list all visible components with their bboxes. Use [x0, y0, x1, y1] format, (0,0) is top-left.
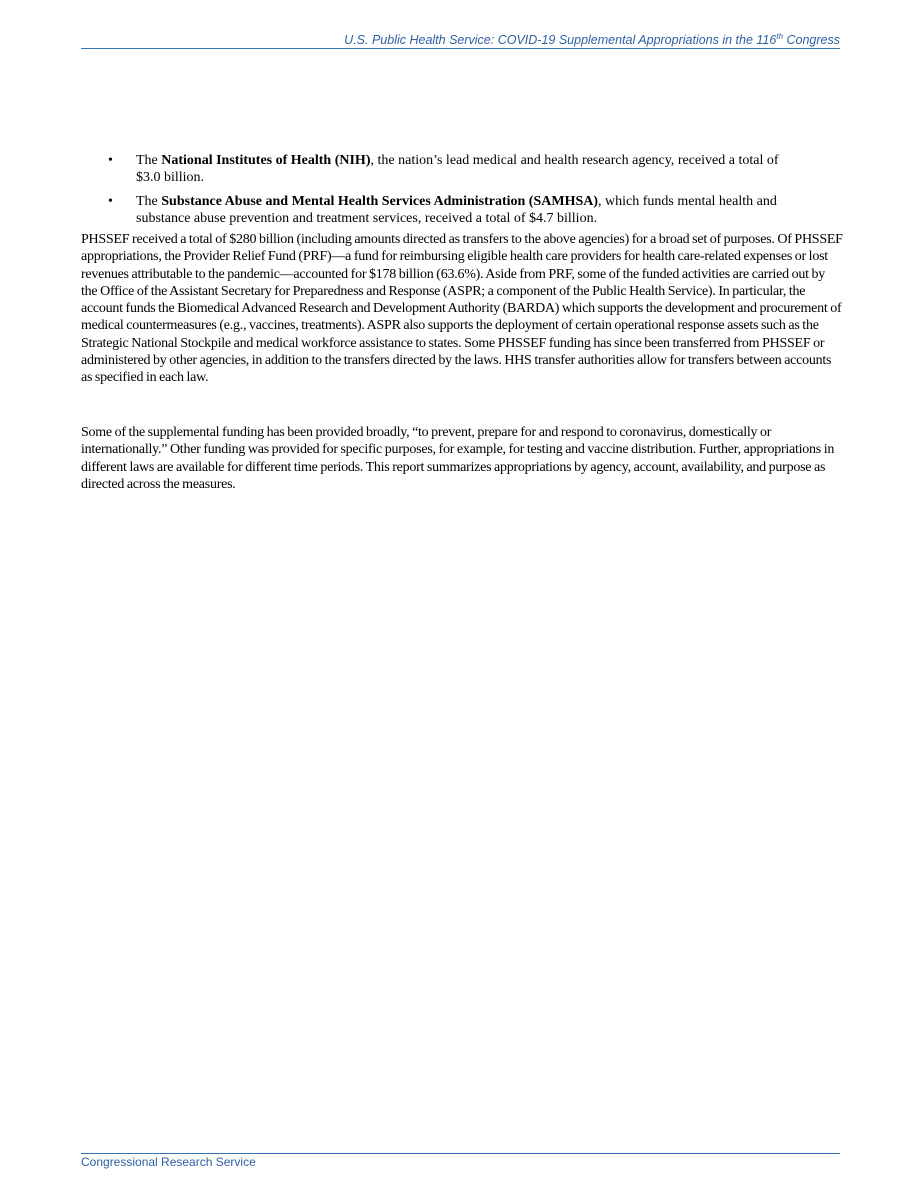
bullet-text: , the nation’s lead medical and health research agency, received a total of $3.0 billion. — [136, 153, 779, 185]
header-divider — [81, 48, 840, 49]
running-header-title — [81, 32, 840, 48]
supplemental-funding-paragraph: Some of the supplemental funding has been provided broadly, “to prevent, prepare for and respond to coronavirus, domestically or internationally.” Other funding was provided for specific purposes, for example, for testing and vaccine distribution. Further, appropriations in different laws are available for different time periods. This report summarizes appropriations by agency, account, availability, and purpose as directed across the measures. — [81, 425, 835, 492]
bullet-text: , which funds mental health and substance abuse prevention and treatment services, received a total of $4.7 billion. — [136, 194, 777, 226]
agency-name-nih: National Institutes of Health (NIH) — [161, 153, 371, 168]
phssef-paragraph: PHSSEF received a total of $280 billion (including amounts directed as transfers to the above agencies) for a broad set of purposes. Of PHSSEF appropriations, the Provider Relief Fund (PRF)—a fund for reimbursing eligible health care providers for health care-related expenses or lost revenues attributable to the pandemic—accounted for $178 billion (63.6%). Aside from PRF, some of the funded activities are carried out by the Office of the Assistant Secretary for Preparedness and Response (ASPR; a component of the Public Health Service). In particular, the account funds the Biomedical Advanced Research and Development Authority (BARDA) which supports the development and procurement of medical countermeasures (e.g., vaccines, treatments). ASPR also supports the deployment of certain operational response assets such as the Strategic National Stockpile and medical workforce assistance to states. Some PHSSEF funding has since been transferred from PHSSEF or administered by other agencies, in addition to the transfers directed by the laws. HHS transfer authorities allow for transfers between accounts as specified in each law. — [81, 232, 843, 386]
bullet-prefix: The — [136, 194, 162, 209]
bullet-icon: • — [108, 153, 113, 168]
running-header-title-main: U.S. Public Health Service: COVID-19 Supplemental Appropriations in the 116 — [344, 33, 777, 47]
agency-bullet-list — [108, 152, 798, 234]
bullet-prefix: The — [136, 153, 162, 168]
bullet-icon: • — [108, 194, 113, 209]
bullet-item-samhsa — [108, 193, 798, 227]
bullet-item-nih — [108, 152, 798, 186]
agency-name-samhsa: Substance Abuse and Mental Health Services Administration (SAMHSA) — [161, 194, 599, 209]
running-header-title-end: Congress — [783, 33, 840, 47]
footer-source: Congressional Research Service — [81, 1155, 256, 1169]
running-header-ordinal-suffix: th — [776, 31, 784, 41]
footer-divider — [81, 1153, 840, 1154]
